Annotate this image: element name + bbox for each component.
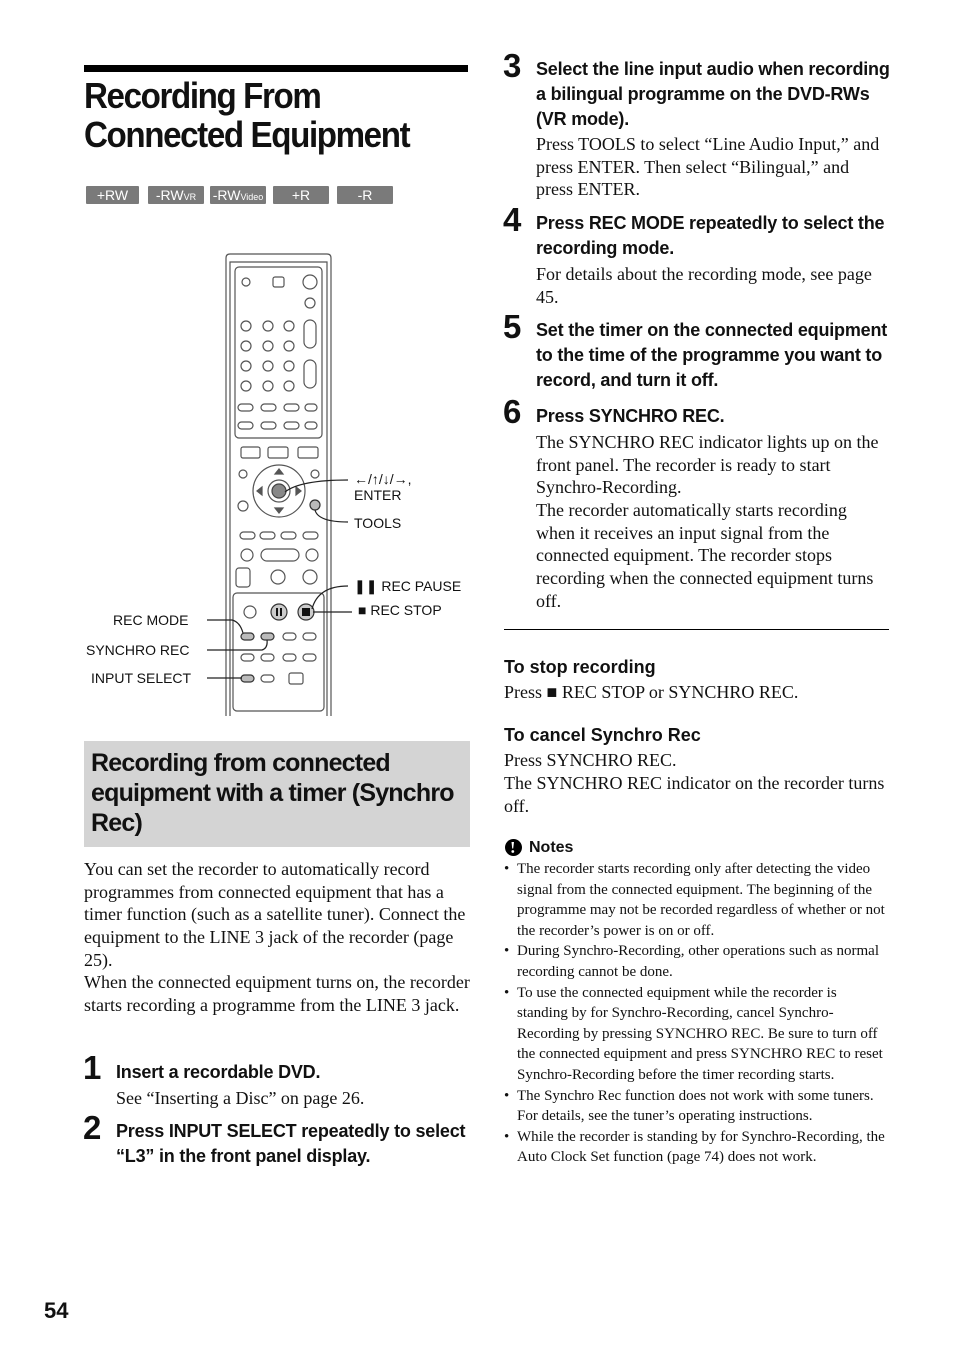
callout-rec-pause: ❚❚ REC PAUSE xyxy=(354,578,462,594)
step-5-number: 5 xyxy=(503,308,522,345)
callout-arrows: ←/↑/↓/→, xyxy=(354,471,412,487)
note-item: • During Synchro-Recording, other operations such as normal recording cannot be done. xyxy=(504,943,879,980)
callout-rec-mode: REC MODE xyxy=(113,612,189,628)
step-4-heading: Press REC MODE repeatedly to select the recording mode. xyxy=(536,213,885,258)
disc-badge-plus-rw: +RW xyxy=(86,186,139,204)
note-item: • The recorder starts recording only after detecting the video signal from the connected equipment. The beginning of the programme may not be recorded regardless of whether or not the recorder’s power is on or off. xyxy=(504,861,885,939)
disc-badge-plus-r: +R xyxy=(273,186,329,204)
callout-tools: TOOLS xyxy=(354,515,402,531)
stop-recording-heading: To stop recording xyxy=(504,657,656,677)
step-3-number: 3 xyxy=(503,47,522,84)
note-item: • The Synchro Rec function does not work with some tuners. For details, see the tuner’s operating instructions. xyxy=(504,1087,874,1125)
step-1-number: 1 xyxy=(83,1049,102,1086)
step-6-number: 6 xyxy=(503,393,522,430)
step-6-text: The SYNCHRO REC indicator lights up on the front panel. The recorder is ready to start Synchro-Recording. xyxy=(536,432,879,498)
page-title: Recording From Connected Equipment xyxy=(84,75,410,155)
intro-paragraph-1: You can set the recorder to automatically record programmes from connected equipment that has a timer function (such as a satellite tuner). Connect the equipment to the LINE 3 jack of the recorder (page 25). xyxy=(84,859,466,970)
cancel-synchro-heading: To cancel Synchro Rec xyxy=(504,725,701,745)
step-5-heading: Set the timer on the connected equipment to the time of the programme you want to record, and turn it off. xyxy=(536,320,888,390)
disc-badge-minus-r: -R xyxy=(337,186,393,204)
callout-enter: ENTER xyxy=(354,487,402,503)
note-item: • While the recorder is standing by for Synchro-Recording, the Auto Clock Set function (page 74) does not work. xyxy=(504,1128,885,1166)
step-2-number: 2 xyxy=(83,1109,102,1146)
callout-synchro-rec: SYNCHRO REC xyxy=(86,642,190,658)
notes-warning-icon xyxy=(504,838,523,857)
callout-rec-stop: ■ REC STOP xyxy=(358,602,442,618)
step-1-text: See “Inserting a Disc” on page 26. xyxy=(116,1088,365,1108)
cancel-synchro-text-2: The SYNCHRO REC indicator on the recorder turns off. xyxy=(504,773,885,816)
disc-badge-minus-rw-video: -RWVideo xyxy=(210,186,266,204)
stop-recording-text: Press ■ REC STOP or SYNCHRO REC. xyxy=(504,682,799,702)
divider-rule xyxy=(504,629,889,630)
step-4-text: For details about the recording mode, see page 45. xyxy=(536,264,872,307)
disc-badge-minus-rw-vr: -RWVR xyxy=(148,186,204,204)
step-2-heading: Press INPUT SELECT repeatedly to select “L3” in the front panel display. xyxy=(116,1121,466,1166)
note-item: • To use the connected equipment while the recorder is standing by for Synchro-Recording, cancel Synchro-Recording by pressing SYNCHRO REC. Be sure to turn off the connected equipment and press SYNCHRO REC to reset Synchro-Recording before the timer recording starts. xyxy=(504,984,883,1083)
step-3-text: Press TOOLS to select “Line Audio Input,” and press ENTER. Then select “Bilingual,” and press ENTER. xyxy=(536,134,880,200)
step-6-text-2: The recorder automatically starts recording when it receives an input signal from the connected equipment. The recorder stops recording when the connected equipment turns off. xyxy=(536,500,874,611)
step-4-number: 4 xyxy=(503,201,522,238)
notes-heading: Notes xyxy=(529,839,574,856)
step-6-heading: Press SYNCHRO REC. xyxy=(536,406,725,426)
intro-paragraph-2: When the connected equipment turns on, the recorder starts recording a programme from the LINE 3 jack. xyxy=(84,972,470,1015)
notes-list xyxy=(504,859,890,1168)
callout-input-select: INPUT SELECT xyxy=(91,670,192,686)
section-title: Recording from connected equipment with a timer (Synchro Rec) xyxy=(91,749,454,837)
step-1-heading: Insert a recordable DVD. xyxy=(116,1062,321,1082)
cancel-synchro-text-1: Press SYNCHRO REC. xyxy=(504,750,677,770)
step-3-heading: Select the line input audio when recording a bilingual programme on the DVD-RWs (VR mode). xyxy=(536,59,890,129)
page-number: 54 xyxy=(44,1298,69,1323)
